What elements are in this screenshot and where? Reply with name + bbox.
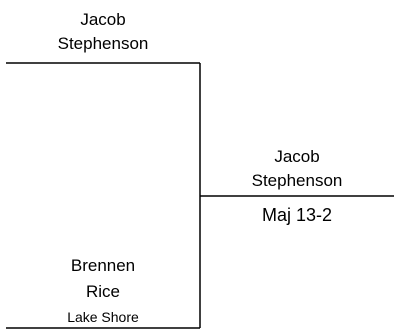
winner-first-name: Jacob	[274, 147, 320, 166]
top-competitor-first-name: Jacob	[80, 10, 126, 29]
bottom-competitor-last-name: Rice	[85, 282, 120, 301]
bottom-competitor-first-name: Brennen	[70, 256, 136, 275]
winner-last-name: Stephenson	[251, 171, 343, 190]
match-result: Maj 13-2	[261, 205, 333, 225]
bottom-competitor-team: Lake Shore	[67, 309, 139, 325]
top-competitor-last-name: Stephenson	[57, 34, 149, 53]
